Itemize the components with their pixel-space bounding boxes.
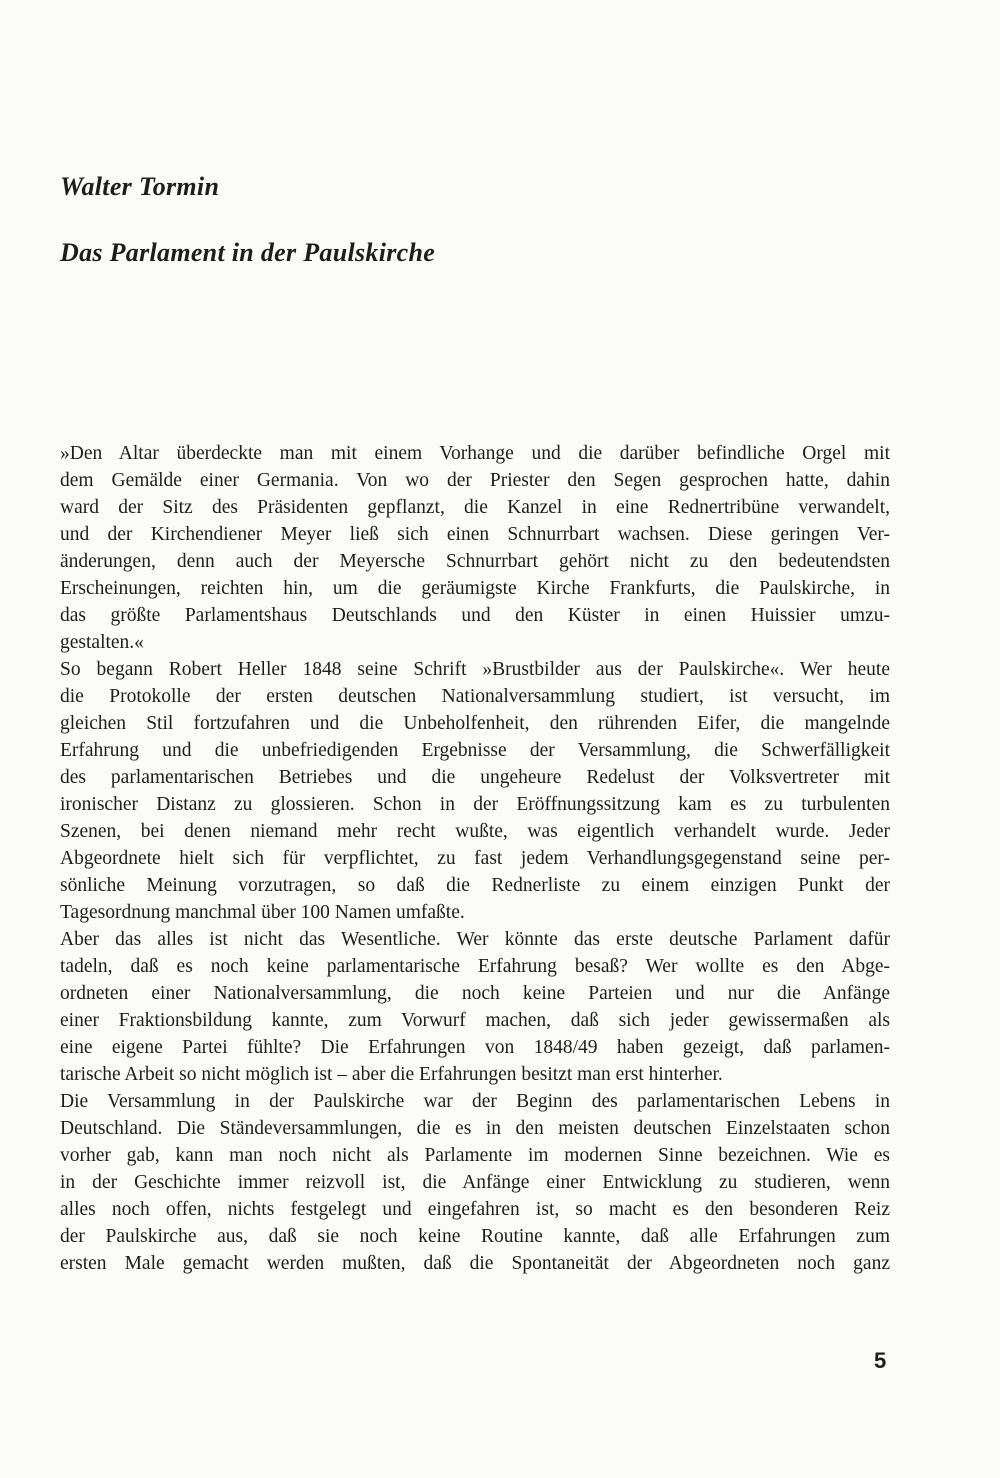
text-line: eine eigene Partei fühlte? Die Erfahrungen von 1848/49 haben gezeigt, daß parlamen- [60,1037,890,1058]
text-line: Deutschland. Die Ständeversammlungen, die es in den meisten deutschen Einzelstaaten schon [60,1118,890,1139]
text-line: in der Geschichte immer reizvoll ist, die Anfänge einer Entwicklung zu studieren, wenn [60,1172,890,1193]
text-line: der Paulskirche aus, daß sie noch keine Routine kannte, daß alle Erfahrungen zum [60,1226,890,1247]
text-line: Aber das alles ist nicht das Wesentliche. Wer könnte das erste deutsche Parlament dafür [60,929,890,950]
text-line: ward der Sitz des Präsidenten gepflanzt, die Kanzel in eine Rednertribüne verwandelt, [60,497,890,518]
text-line: Erscheinungen, reichten hin, um die geräumigste Kirche Frankfurts, die Paulskirche, in [60,578,890,599]
text-line: Tagesordnung manchmal über 100 Namen umfaßte. [60,902,465,923]
page-number: 5 [874,1348,887,1373]
text-line: So begann Robert Heller 1848 seine Schrift »Brustbilder aus der Paulskirche«. Wer heute [60,659,890,680]
paragraph-3 [60,926,890,1088]
text-line: tadeln, daß es noch keine parlamentarische Erfahrung besaß? Wer wollte es den Abge- [60,956,890,977]
text-line: ordneten einer Nationalversammlung, die noch keine Parteien und nur die Anfänge [60,983,890,1004]
text-line: änderungen, denn auch der Meyersche Schnurrbart gehört nicht zu den bedeutendsten [60,551,890,572]
text-line: Die Versammlung in der Paulskirche war der Beginn des parlamentarischen Lebens in [60,1091,890,1112]
text-line: Abgeordnete hielt sich für verpflichtet, zu fast jedem Verhandlungsgegenstand seine per- [60,848,890,869]
author-name: Walter Tormin [60,172,220,201]
text-line: und der Kirchendiener Meyer ließ sich einen Schnurrbart wachsen. Diese geringen Ver- [60,524,890,545]
text-line: des parlamentarischen Betriebes und die ungeheure Redelust der Volksvertreter mit [60,767,890,788]
text-line: vorher gab, kann man noch nicht als Parlamente im modernen Sinne bezeichnen. Wie es [60,1145,890,1166]
text-line: Erfahrung und die unbefriedigenden Ergebnisse der Versammlung, die Schwerfälligkeit [60,740,890,761]
text-line: ironischer Distanz zu glossieren. Schon in der Eröffnungssitzung kam es zu turbulenten [60,794,890,815]
text-line: »Den Altar überdeckte man mit einem Vorhange und die darüber befindliche Orgel mit [60,443,890,464]
body-text [60,440,890,1277]
text-line: die Protokolle der ersten deutschen Nationalversammlung studiert, ist versucht, im [60,686,890,707]
text-line: tarische Arbeit so nicht möglich ist – aber die Erfahrungen besitzt man erst hinterher. [60,1064,723,1085]
text-line: gestalten.« [60,632,144,653]
paragraph-1 [60,440,890,656]
text-line: dem Gemälde einer Germania. Von wo der Priester den Segen gesprochen hatte, dahin [60,470,890,491]
text-line: das größte Parlamentshaus Deutschlands und den Küster in einen Huissier umzu- [60,605,890,626]
paragraph-4 [60,1088,890,1277]
chapter-title: Das Parlament in der Paulskirche [60,238,436,267]
text-line: sönliche Meinung vorzutragen, so daß die Rednerliste zu einem einzigen Punkt der [60,875,890,896]
text-line: Szenen, bei denen niemand mehr recht wußte, was eigentlich verhandelt wurde. Jeder [60,821,890,842]
paragraph-2 [60,656,890,926]
text-line: ersten Male gemacht werden mußten, daß die Spontaneität der Abgeordneten noch ganz [60,1253,890,1274]
text-line: gleichen Stil fortzufahren und die Unbeholfenheit, den rührenden Eifer, die mangelnde [60,713,890,734]
text-line: einer Fraktionsbildung kannte, zum Vorwurf machen, daß sich jeder gewissermaßen als [60,1010,890,1031]
text-line: alles noch offen, nichts festgelegt und eingefahren ist, so macht es den besonderen Reiz [60,1199,890,1220]
